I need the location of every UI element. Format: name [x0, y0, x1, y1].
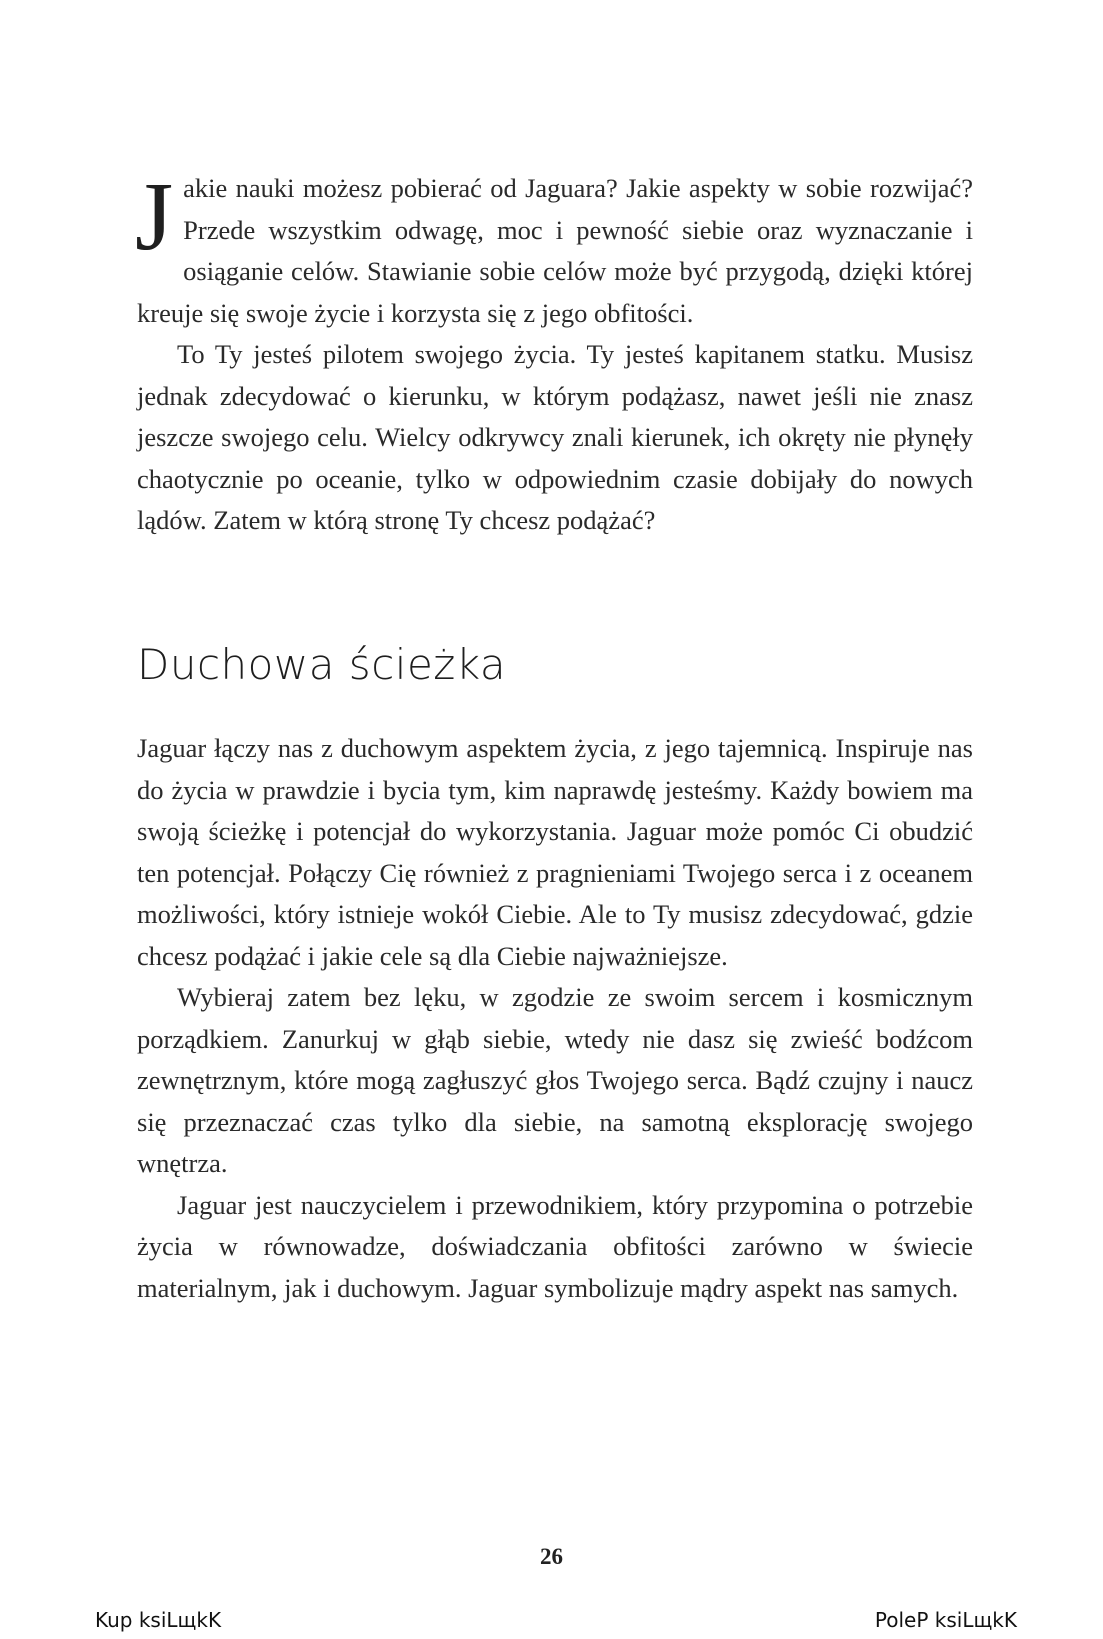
drop-cap: J	[135, 163, 174, 271]
buy-book-link[interactable]: Kup ksiLщkK	[95, 1608, 222, 1632]
intro-paragraph-1-text: akie nauki możesz pobierać od Jaguara? Jakie aspekty w sobie rozwijać? Przede wszystkim odwagę, moc i pewność siebie oraz wyznaczanie i osiąganie celów. Stawianie sobie celów może być przygodą, dzięki której kreuje się swoje życie i korzysta się z jego obfitości.	[137, 173, 973, 328]
section-heading: Duchowa ścieżka	[137, 640, 507, 689]
recommend-book-link[interactable]: PoleP ksiLщkK	[874, 1608, 1017, 1632]
intro-text	[135, 163, 973, 542]
intro-paragraph-1	[135, 163, 973, 334]
page-number: 26	[540, 1544, 563, 1569]
intro-paragraph-2: To Ty jesteś pilotem swojego życia. Ty jesteś kapitanem statku. Musisz jednak zdecydować o kierunku, w którym podążasz, nawet jeśli nie znasz jeszcze swojego celu. Wielcy odkrywcy znali kierunek, ich okręty nie płynęły chaotycznie po oceanie, tylko w odpowiednim czasie dobijały do nowych lądów. Zatem w którą stronę Ty chcesz podążać?	[137, 339, 973, 535]
section-paragraph-3: Jaguar jest nauczycielem i przewodnikiem, który przypomina o potrzebie życia w równowadze, doświadczania obfitości zarówno w świecie materialnym, jak i duchowym. Jaguar symbolizuje mądry aspekt nas samych.	[137, 1189, 973, 1303]
section-paragraph-1: Jaguar łączy nas z duchowym aspektem życia, z jego tajemnicą. Inspiruje nas do życia w prawdzie i bycia tym, kim naprawdę jesteśmy. Każdy bowiem ma swoją ścieżkę i potencjał do wykorzystania. Jaguar może pomóc Ci obudzić ten potencjał. Połączy Cię również z pragnieniami Twojego serca i z oceanem możliwości, który istnieje wokół Ciebie. Ale to Ty musisz zdecydować, gdzie chcesz podążać i jakie cele są dla Ciebie najważniejsze.	[137, 733, 973, 971]
section-paragraph-2: Wybieraj zatem bez lęku, w zgodzie ze swoim sercem i kosmicznym porządkiem. Zanurkuj w głąb siebie, wtedy nie dasz się zwieść bodźcom zewnętrznym, które mogą zagłuszyć głos Twojego serca. Bądź czujny i naucz się przeznaczać czas tylko dla siebie, na samotną eksplorację swojego wnętrza.	[137, 982, 973, 1178]
section-text	[137, 728, 973, 1309]
